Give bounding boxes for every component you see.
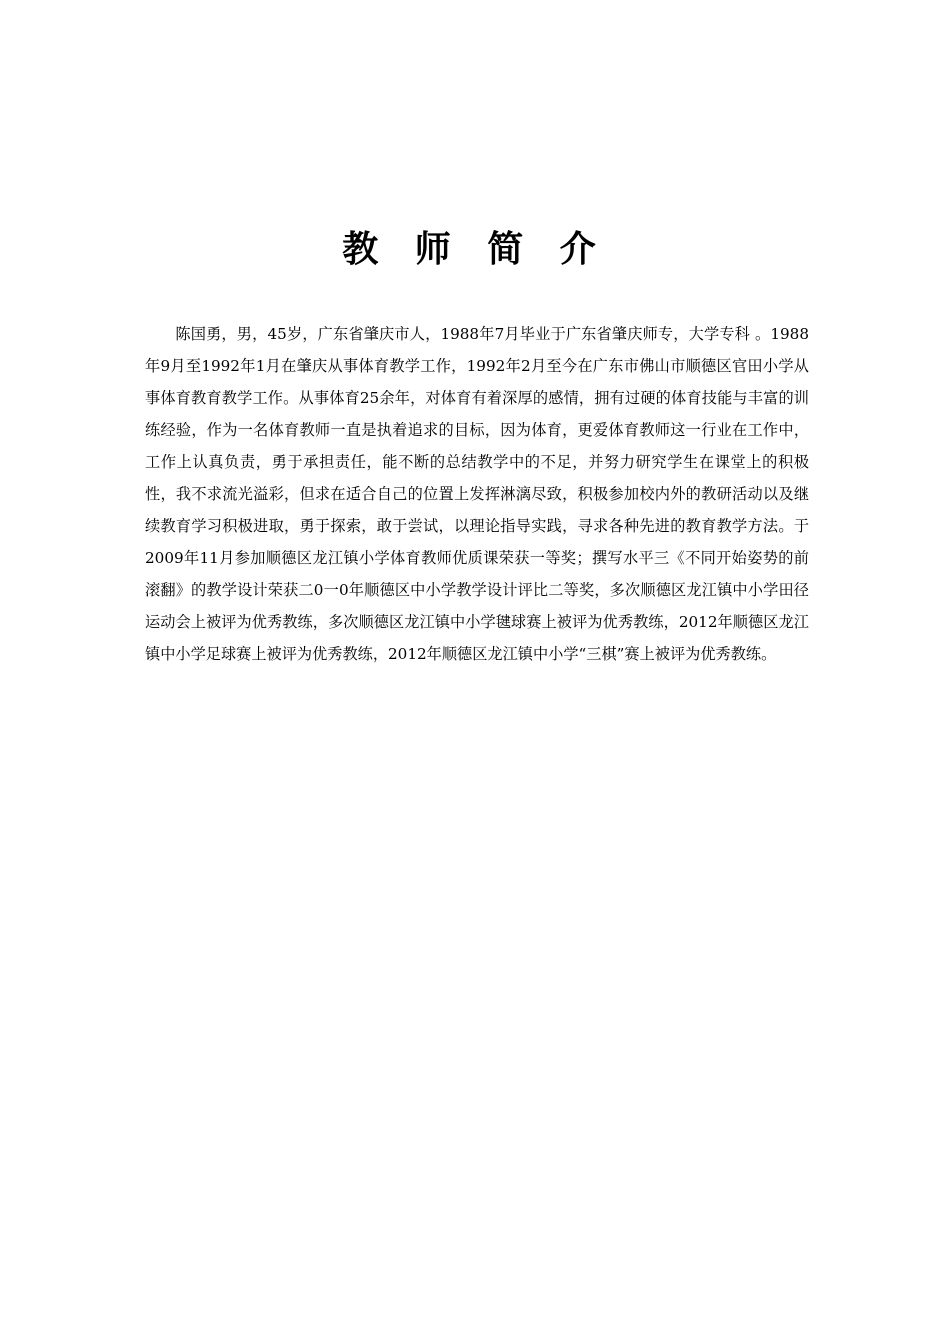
bio-paragraph: 陈国勇，男，45岁，广东省肇庆市人，1988年7月毕业于广东省肇庆师专，大学专科 。1988年9月至1992年1月在肇庆从事体育教学工作，1992年2月至今在广东市佛山市顺德区官田小学从事体育教育教学工作。从事体育25余年，对体育有着深厚的感情，拥有过硬的体育技能与丰富的训练经验，作为一名体育教师一直是执着追求的目标，因为体育，更爱体育教师这一行业在工作中，工作上认真负责，勇于承担责任，能不断的总结教学中的不足，并努力研究学生在课堂上的积极性，我不求流光溢彩，但求在适合自己的位置上发挥淋漓尽致，积极参加校内外的教研活动以及继续教育学习积极进取，勇于探索，敢于尝试，以理论指导实践，寻求各种先进的教育教学方法。于2009年11月参加顺德区龙江镇小学体育教师优质课荣获一等奖；撰写水平三《不同开始姿势的前滚翻》的教学设计荣获二0一0年顺德区中小学教学设计评比二等奖，多次顺德区龙江镇中小学田径运动会上被评为优秀教练，多次顺德区龙江镇中小学毽球赛上被评为优秀教练，2012年顺德区龙江镇中小学足球赛上被评为优秀教练，2012年顺德区龙江镇中小学“三棋”赛上被评为优秀教练。 [145,325,809,663]
page-title: 教 师 简 介 [342,229,608,270]
